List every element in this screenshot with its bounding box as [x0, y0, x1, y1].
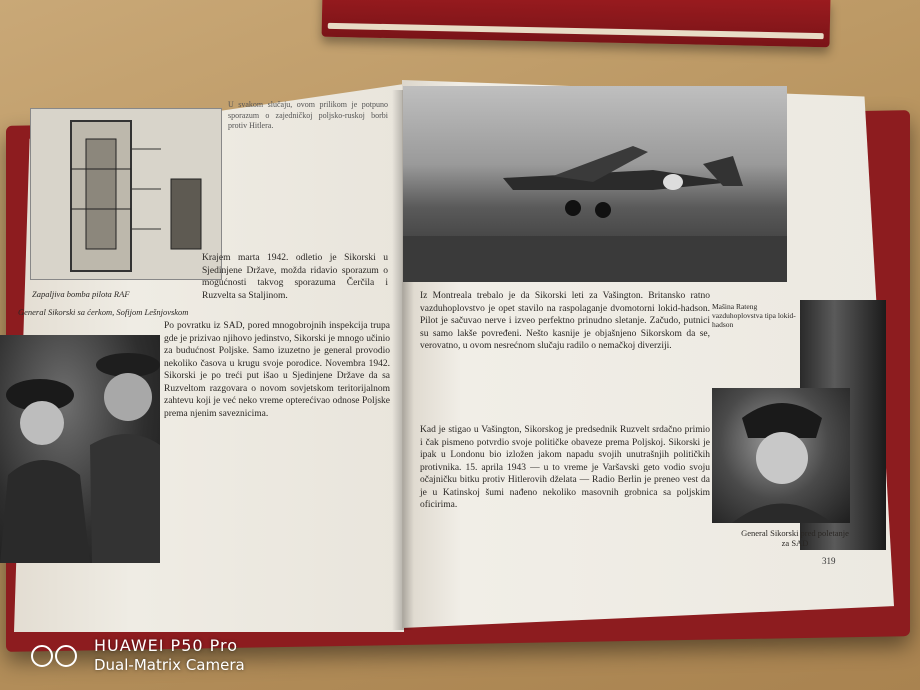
couple-caption: General Sikorski sa ćerkom, Sofijom Lešnjovskom	[18, 307, 189, 317]
page-number: 319	[822, 556, 836, 566]
watermark-brand: HUAWEI P50 Pro	[94, 636, 239, 655]
left-text-bottom: Po povratku iz SAD, pored mnogobrojnih inspekcija trupa gde je prizivao njihovo jedinstvo, Sikorski je mnogo učinio za budućnost Poljske. Samo izuzetno je general provodio nekoliko časova u krugu svoje porodice. Novembra 1942. Sikorski je po treći put išao u Sjedinjene Države da sa Ruzveltom razgovara o novom sovjetskom teritorijalnom zahtevu koji je već neko vreme opterećivao odnose Poljske prema njenim saveznicima.	[164, 321, 390, 419]
bomb-caption: Zapaljiva bomba pilota RAF	[32, 289, 130, 299]
sikorski-daughter-photo	[0, 335, 160, 563]
left-text-top: U svakom slučaju, ovom prilikom je potpuno sporazum o zajedničkoj poljsko-ruskoj borbi protiv Hitlera.	[228, 100, 388, 130]
watermark-subtitle: Dual-Matrix Camera	[94, 656, 245, 674]
background-red-book	[322, 0, 831, 47]
left-text-middle: Krajem marta 1942. odletio je Sikorski u Sjedinjene Države, možda ridavio sporazum o mogućnosti takvog sporazuma Čerčila i Ruzvelta sa Staljinom.	[202, 253, 388, 301]
portrait-caption: General Sikorski pred poletanje za SAD	[741, 528, 849, 548]
bomb-diagram-image	[30, 108, 222, 280]
right-text-bottom: Kad je stigao u Vašington, Sikorskog je predsednik Ruzvelt srdačno primio i čak pismeno potvrdio svoje političke obaveze prema Poljskoj. Sikorski je ipak u Londonu bio izložen jakom napadu svojih unutrašnjih političkih protivnika. 15. aprila 1943 — u to vreme je Varšavski geto vodio svoju očajničku bitku protiv Hitlerovih dželata — Radio Berlin je preneo vest da je u Katinskoj šumi nađeno nekoliko masovnih grobnica sa poljskim oficirima.	[420, 425, 710, 510]
sikorski-portrait-photo	[712, 388, 850, 523]
aircraft-photo	[403, 86, 787, 282]
camera-rings-icon	[30, 644, 86, 668]
aircraft-caption: Mašina Rateng vazduhoplovstva tipa lokid-hadson	[712, 302, 796, 329]
right-text-top: Iz Montreala trebalo je da Sikorski leti za Vašington. Britansko ratno vazduhoplovstvo je opet stavilo na raspolaganje dvomotorni lokid-hadson. Pilot je sačuvao nerve i izveo perfektno prinudno sletanje. Začudo, putnici su samo lakše povređeni. Nešto kasnije je objašnjeno Sikorskom da se, verovatno, u ovom nesrećnom slučaju radilo o nemačkoj diverziji.	[420, 291, 710, 351]
